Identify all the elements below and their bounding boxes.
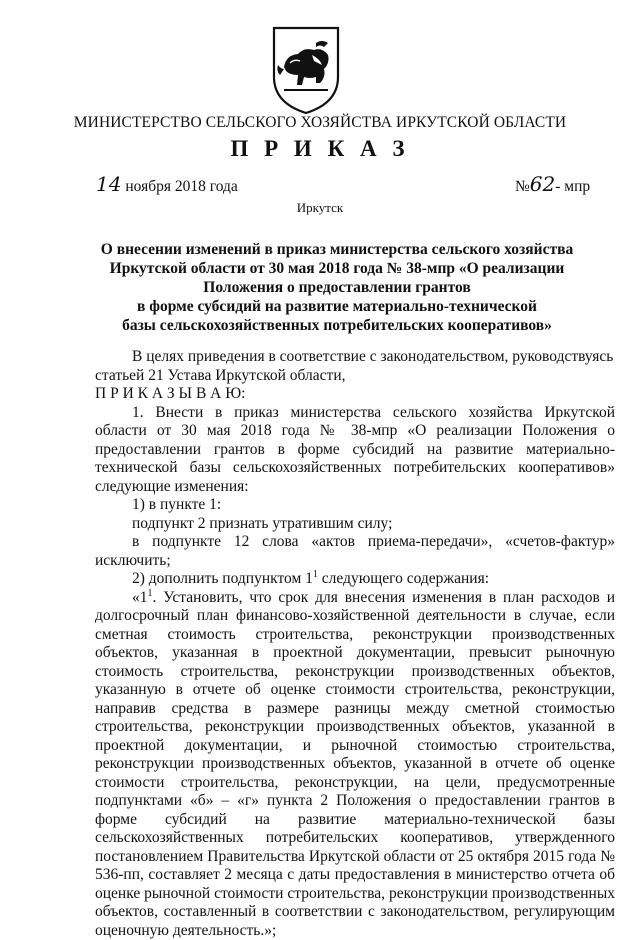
intro-line-1: В целях приведения в соответствие с законодательством, руководствуясь (95, 348, 615, 367)
heading-line: в форме субсидий на развитие материально-технической (92, 297, 582, 316)
subitem-2: 2) дополнить подпунктом $1^1$ следующего содержания: (95, 570, 615, 589)
subitem-1-a: подпункт 2 признать утратившим силу; (95, 515, 615, 534)
heading-line: базы сельскохозяйственных потребительских кооперативов» (92, 316, 582, 335)
heading-line: О внесении изменений в приказ министерства сельского хозяйства (92, 240, 582, 259)
subitem-1: 1) в пункте 1: (95, 496, 615, 515)
order-heading (92, 240, 582, 335)
heading-line: Иркутской области от 30 мая 2018 года № 38-мпр «О реализации (92, 259, 582, 278)
item-1: 1. Внести в приказ министерства сельского хозяйства Иркутской области от 30 мая 2018 года № 38-мпр «О реализации Положения о предоставлении грантов в форме субсидий на развитие материально-технической базы сельскохозяйственных потребительских кооперативов» следующие изменения: (95, 404, 615, 497)
subitem-1-b: в подпункте 12 слова «актов приема-передачи», «счетов-фактур» исключить; (95, 533, 615, 570)
heading-line: Положения о предоставлении грантов (92, 278, 582, 297)
ministry-name: МИНИСТЕРСТВО СЕЛЬСКОГО ХОЗЯЙСТВА ИРКУТСКОЙ ОБЛАСТИ (0, 114, 640, 132)
number-sign: № (515, 178, 530, 195)
number-suffix: - мпр (555, 178, 590, 195)
document-title: П Р И К А З (0, 136, 640, 162)
coat-of-arms-icon (270, 25, 342, 115)
prikazyvayu: П Р И К А З Ы В А Ю: (95, 385, 615, 404)
intro-line-2: статьей 21 Устава Иркутской области, (95, 367, 615, 386)
city: Иркутск (0, 200, 640, 216)
order-body (95, 348, 615, 940)
handwritten-number: 62 (530, 172, 555, 196)
handwritten-day: 14 (96, 172, 121, 196)
date-rest: ноября 2018 года (121, 178, 237, 195)
quoted-subitem: «$1^1$. Установить, что срок для внесения изменения в план расходов и долгосрочный план финансово-хозяйственной деятельности в случае, если сметная стоимость строительства, реконструкции производственных объектов, указанная в проектной документации, превысит рыночную стоимость строительства, реконструкции производственных объектов, указанную в отчете об оценке стоимости строительства, реконструкции, направив средства в размере разницы между сметной стоимостью строительства, реконструкции производственных объектов, указанной в проектной документации, и рыночной стоимостью строительства, реконструкции производственных объектов, указанной в отчете об оценке стоимости строительства, реконструкции, на цели, предусмотренные подпунктами «б» – «г» пункта 2 Положения о предоставлении грантов в форме субсидий на развитие материально-технической базы сельскохозяйственных потребительских кооперативов, утвержденного постановлением Правительства Иркутской области от 25 октября 2015 года № 536-пп, составляет 2 месяца с даты предоставления в министерство отчета об оценке рыночной стоимости строительства, реконструкции производственных объектов, составленный в соответствии с законодательством, регулирующим оценочную деятельность.»; (95, 589, 615, 940)
order-number (515, 172, 590, 196)
order-date (96, 172, 238, 196)
